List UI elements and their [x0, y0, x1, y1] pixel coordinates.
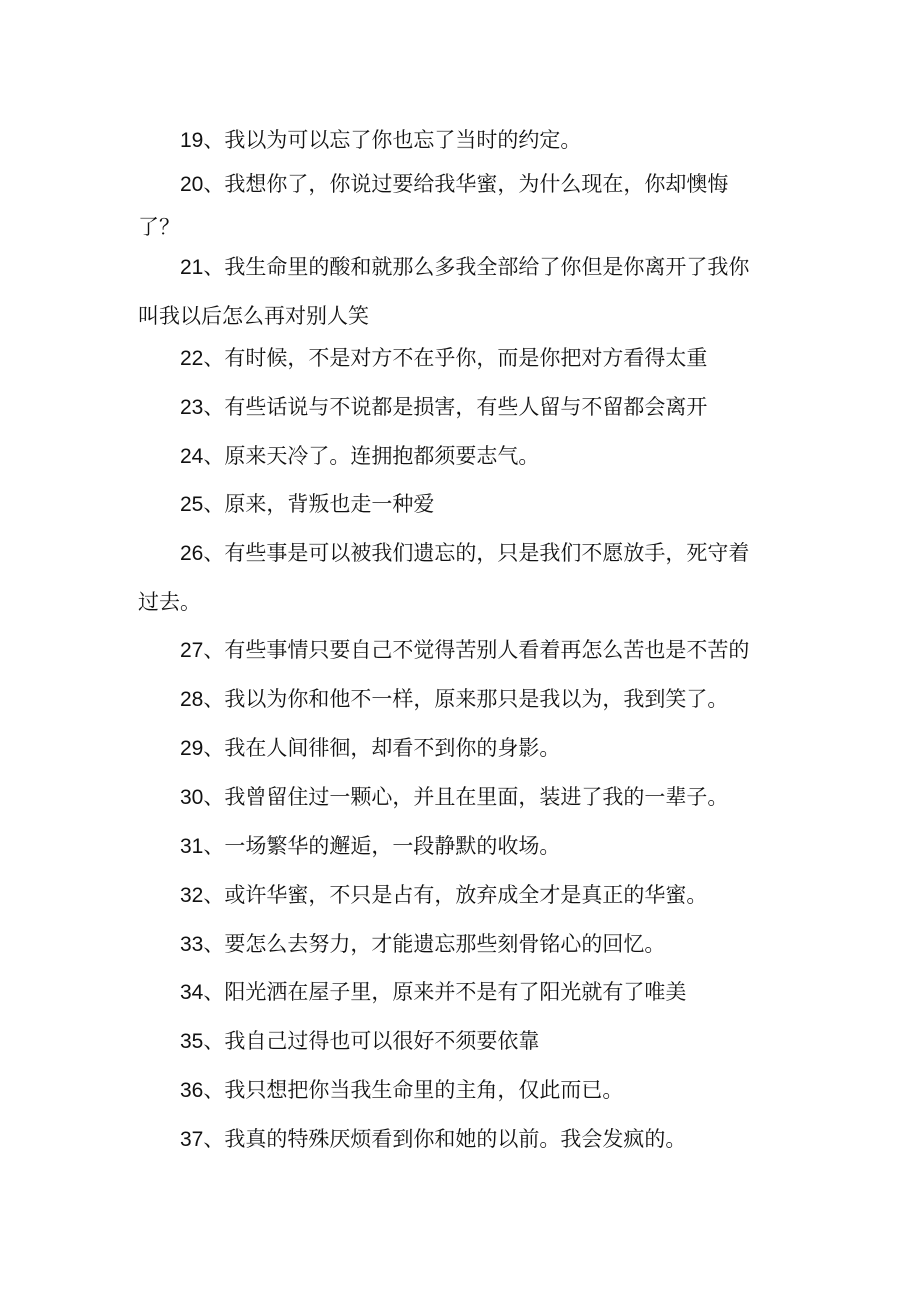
- item-number: 32: [180, 884, 204, 907]
- item-number: 29: [180, 737, 204, 760]
- list-item: 28、我以为你和他不一样，原来那只是我以为，我到笑了。: [180, 687, 729, 711]
- list-item: 29、我在人间徘徊，却看不到你的身影。: [180, 736, 561, 760]
- list-item: 22、有时候，不是对方不在乎你，而是你把对方看得太重: [180, 346, 708, 370]
- list-item: 27、有些事情只要自己不觉得苦别人看着再怎么苦也是不苦的: [180, 638, 750, 662]
- item-text: 有些事是可以被我们遗忘的，只是我们不愿放手，死守着过去。: [138, 541, 750, 614]
- item-text: 或许华蜜，不只是占有，放弃成全才是真正的华蜜。: [224, 883, 708, 907]
- item-number: 26: [180, 542, 204, 565]
- list-item: 25、原来，背叛也走一种爱: [180, 492, 435, 516]
- list-item: 26、有些事是可以被我们遗忘的，只是我们不愿放手，死守着过去。: [138, 541, 750, 614]
- item-number: 22: [180, 347, 204, 370]
- item-text: 我曾留住过一颗心，并且在里面，装进了我的一辈子。: [224, 785, 729, 809]
- item-text: 我真的特殊厌烦看到你和她的以前。我会发疯的。: [224, 1127, 687, 1151]
- item-text: 我自己过得也可以很好不须要依靠: [224, 1029, 540, 1053]
- item-number: 27: [180, 639, 204, 662]
- item-text: 我只想把你当我生命里的主角，仅此而已。: [224, 1078, 624, 1102]
- list-item: 36、我只想把你当我生命里的主角，仅此而已。: [180, 1078, 624, 1102]
- item-number: 24: [180, 445, 204, 468]
- list-item: 34、阳光洒在屋子里，原来并不是有了阳光就有了唯美: [180, 980, 687, 1004]
- list-item: 31、一场繁华的邂逅，一段静默的收场。: [180, 834, 561, 858]
- list-item: 33、要怎么去努力，才能遗忘那些刻骨铭心的回忆。: [180, 932, 666, 956]
- item-text: 有些话说与不说都是损害，有些人留与不留都会离开: [224, 395, 708, 419]
- list-item: 21、我生命里的酸和就那么多我全部给了你但是你离开了我你叫我以后怎么再对别人笑: [138, 255, 750, 328]
- list-item: 30、我曾留住过一颗心，并且在里面，装进了我的一辈子。: [180, 785, 729, 809]
- item-number: 25: [180, 493, 204, 516]
- item-text: 阳光洒在屋子里，原来并不是有了阳光就有了唯美: [224, 980, 687, 1004]
- item-text: 原来，背叛也走一种爱: [224, 492, 435, 516]
- item-number: 30: [180, 786, 204, 809]
- list-item: 19、我以为可以忘了你也忘了当时的约定。: [180, 128, 582, 152]
- item-text: 我生命里的酸和就那么多我全部给了你但是你离开了我你叫我以后怎么再对别人笑: [138, 255, 750, 328]
- item-text: 原来天冷了。连拥抱都须要志气。: [224, 444, 540, 468]
- item-text: 要怎么去努力，才能遗忘那些刻骨铭心的回忆。: [224, 932, 666, 956]
- item-number: 20: [180, 173, 204, 196]
- list-item: 20、我想你了，你说过要给我华蜜，为什么现在，你却懊悔了？: [138, 172, 729, 239]
- item-number: 28: [180, 688, 204, 711]
- list-item: 37、我真的特殊厌烦看到你和她的以前。我会发疯的。: [180, 1127, 687, 1151]
- item-number: 23: [180, 396, 204, 419]
- item-text: 我想你了，你说过要给我华蜜，为什么现在，你却懊悔了？: [138, 172, 729, 239]
- item-number: 19: [180, 129, 204, 152]
- item-number: 33: [180, 933, 204, 956]
- item-number: 34: [180, 981, 204, 1004]
- item-text: 有时候，不是对方不在乎你，而是你把对方看得太重: [224, 346, 708, 370]
- item-number: 36: [180, 1079, 204, 1102]
- item-text: 我在人间徘徊，却看不到你的身影。: [224, 736, 561, 760]
- item-text: 我以为可以忘了你也忘了当时的约定。: [224, 128, 582, 152]
- list-item: 32、或许华蜜，不只是占有，放弃成全才是真正的华蜜。: [180, 883, 708, 907]
- item-text: 我以为你和他不一样，原来那只是我以为，我到笑了。: [224, 687, 729, 711]
- item-number: 21: [180, 256, 204, 279]
- list-item: 35、我自己过得也可以很好不须要依靠: [180, 1029, 540, 1053]
- item-text: 有些事情只要自己不觉得苦别人看着再怎么苦也是不苦的: [224, 638, 750, 662]
- item-text: 一场繁华的邂逅，一段静默的收场。: [224, 834, 561, 858]
- item-number: 37: [180, 1128, 204, 1151]
- list-item: 23、有些话说与不说都是损害，有些人留与不留都会离开: [180, 395, 708, 419]
- item-number: 35: [180, 1030, 204, 1053]
- item-number: 31: [180, 835, 204, 858]
- list-item: 24、原来天冷了。连拥抱都须要志气。: [180, 444, 540, 468]
